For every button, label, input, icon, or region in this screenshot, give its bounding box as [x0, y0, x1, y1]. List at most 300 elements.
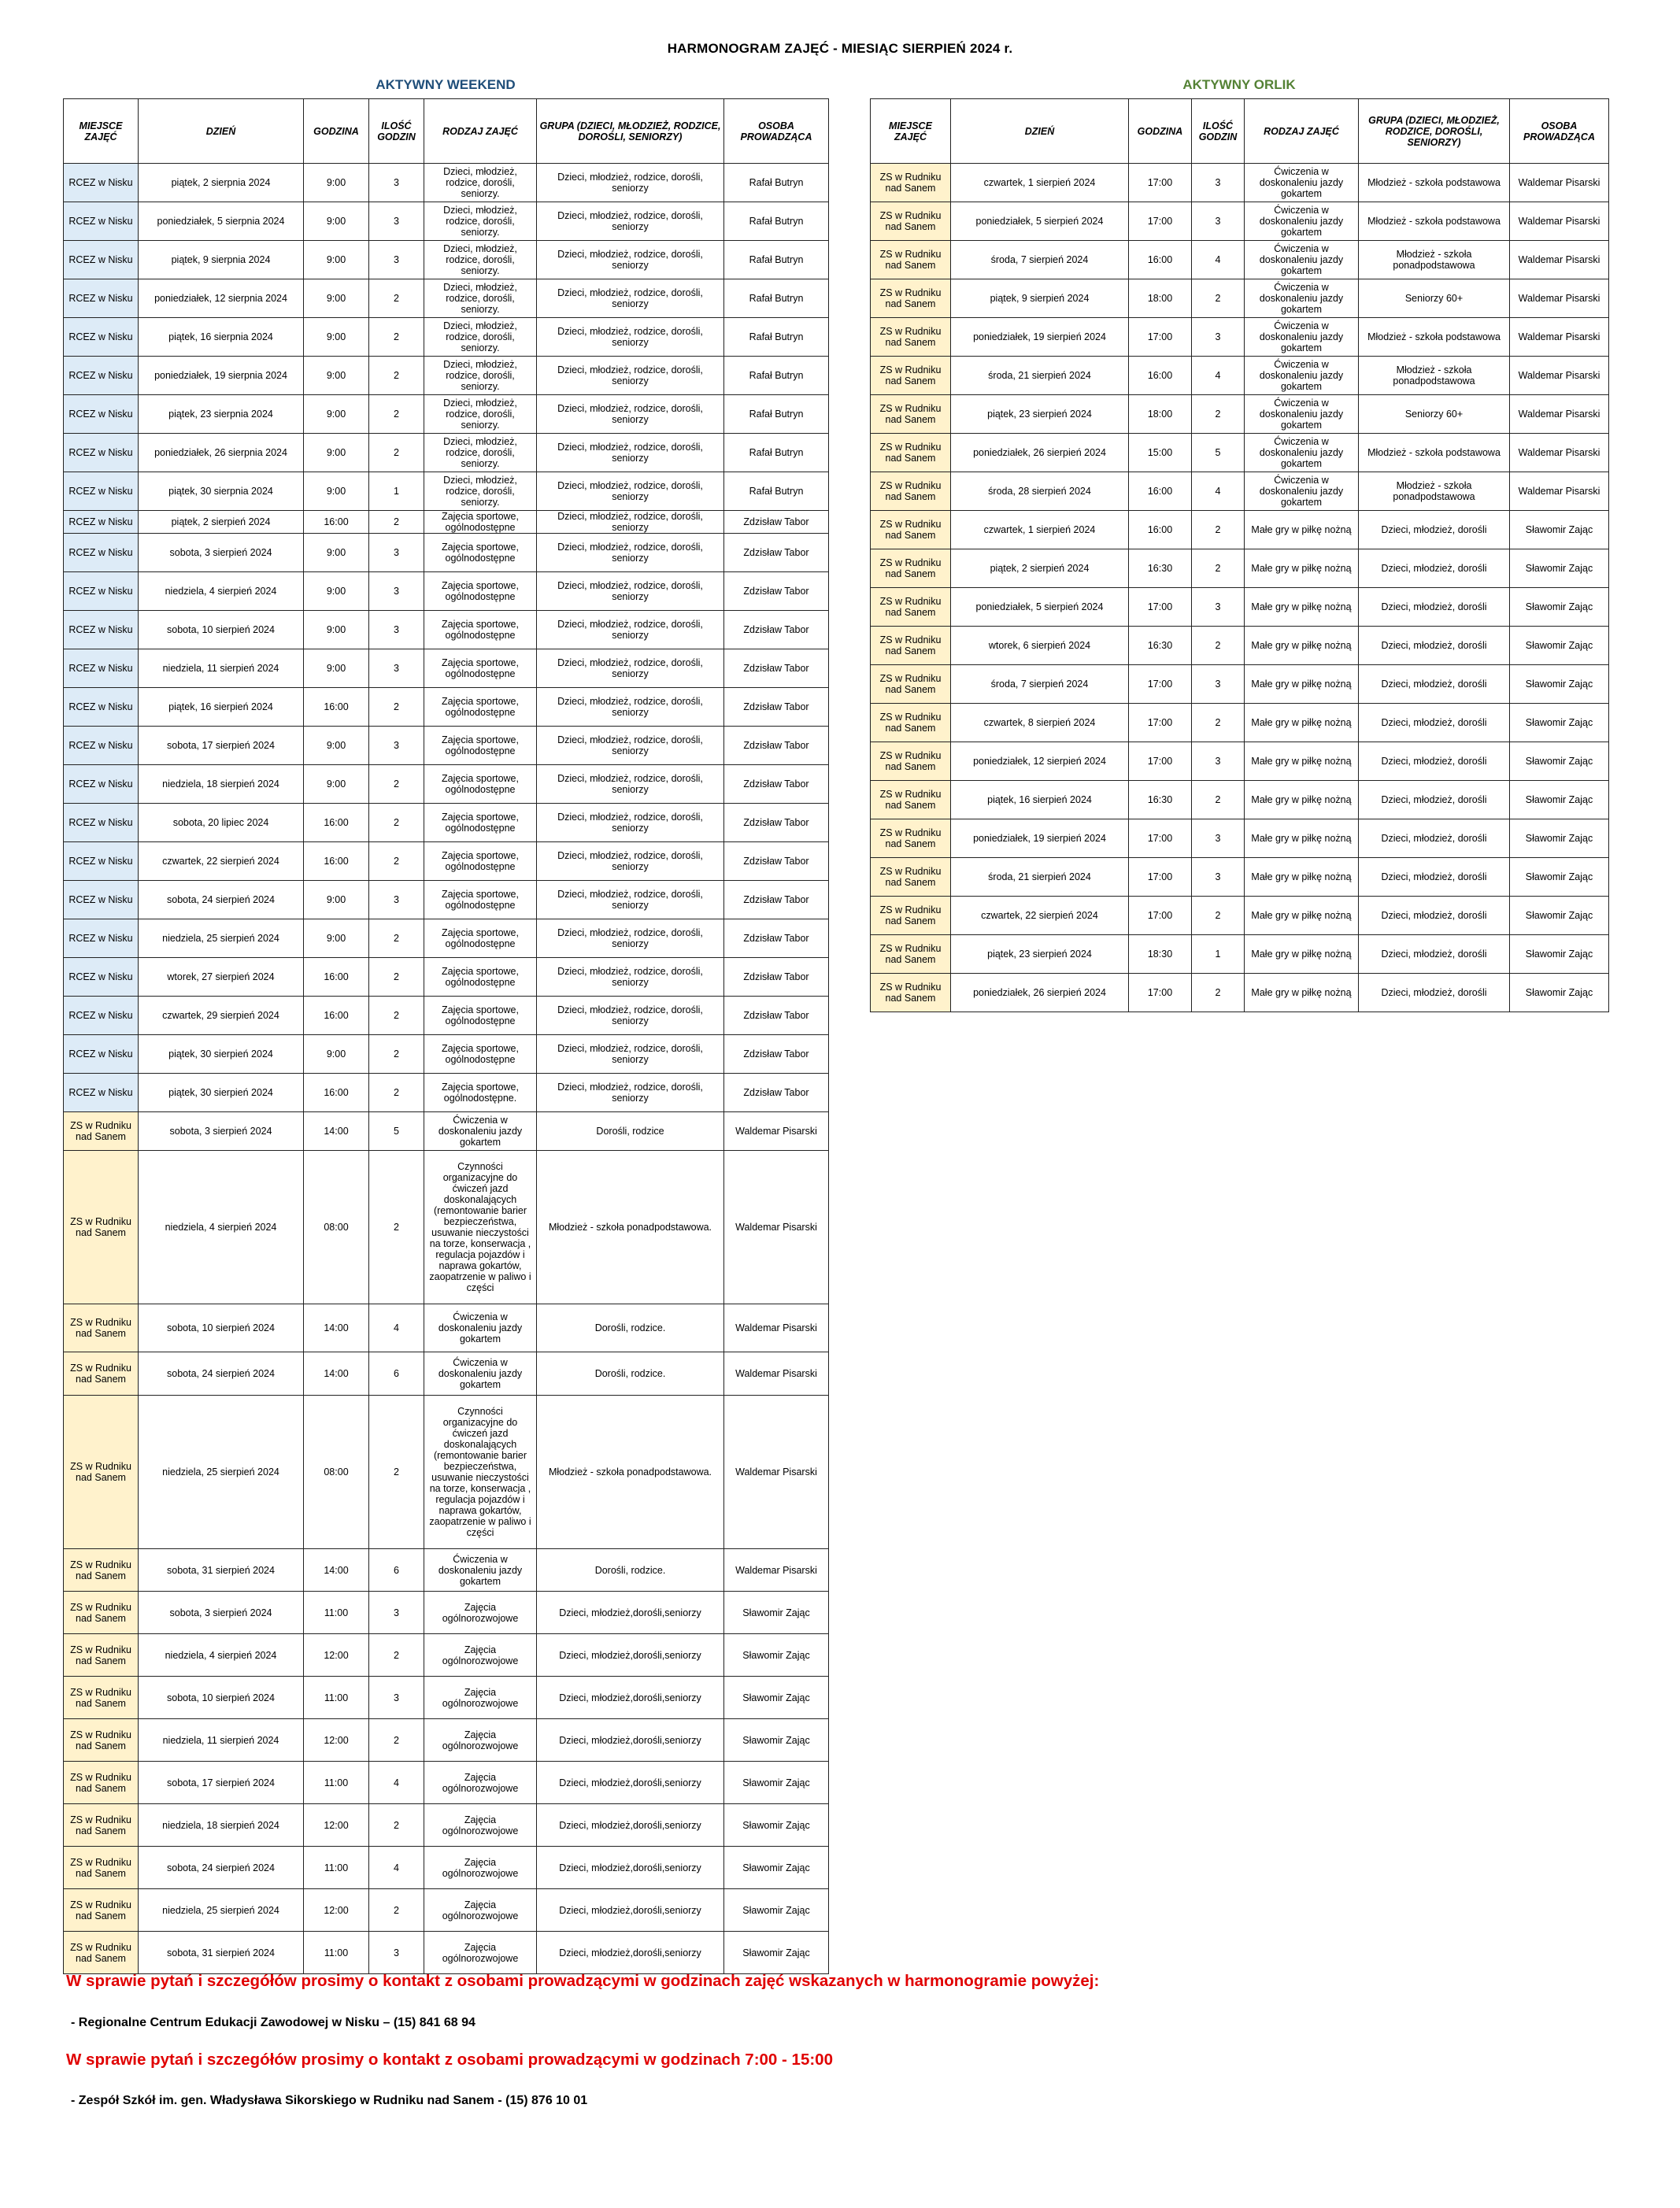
cell-instructor: Zdzisław Tabor — [724, 842, 829, 881]
cell-instructor: Zdzisław Tabor — [724, 958, 829, 997]
cell-day: sobota, 10 sierpień 2024 — [139, 1304, 304, 1352]
schedule-table-orlik — [870, 98, 1609, 1012]
cell-hours: 2 — [1192, 395, 1245, 434]
cell-hours: 2 — [1192, 511, 1245, 549]
cell-day: piątek, 2 sierpień 2024 — [951, 549, 1129, 588]
cell-time: 17:00 — [1129, 318, 1192, 357]
cell-location: ZS w Rudniku nad Sanem — [871, 241, 951, 279]
cell-instructor: Zdzisław Tabor — [724, 1074, 829, 1112]
cell-time: 14:00 — [304, 1112, 369, 1151]
cell-hours: 5 — [369, 1112, 424, 1151]
cell-time: 9:00 — [304, 279, 369, 318]
cell-time: 16:00 — [304, 997, 369, 1035]
cell-day: czwartek, 1 sierpień 2024 — [951, 511, 1129, 549]
cell-activity: Zajęcia sportowe, ogólnodostępne — [424, 804, 537, 842]
cell-time: 16:00 — [304, 804, 369, 842]
cell-instructor: Zdzisław Tabor — [724, 649, 829, 688]
table-row — [64, 164, 829, 202]
cell-group: Dzieci, młodzież, rodzice, dorośli, seniorzy — [537, 611, 724, 649]
cell-day: sobota, 3 sierpień 2024 — [139, 1112, 304, 1151]
cell-location: ZS w Rudniku nad Sanem — [871, 819, 951, 858]
cell-activity: Dzieci, młodzież, rodzice, dorośli, seniorzy. — [424, 164, 537, 202]
cell-time: 16:00 — [1129, 472, 1192, 511]
cell-group: Dorośli, rodzice. — [537, 1549, 724, 1592]
cell-group: Dzieci, młodzież, rodzice, dorośli, seniorzy — [537, 919, 724, 958]
cell-hours: 2 — [369, 1634, 424, 1677]
cell-activity: Małe gry w piłkę nożną — [1245, 858, 1359, 897]
cell-time: 9:00 — [304, 241, 369, 279]
cell-group: Dorośli, rodzice. — [537, 1352, 724, 1396]
table-row — [64, 919, 829, 958]
table-row — [871, 511, 1609, 549]
cell-time: 11:00 — [304, 1932, 369, 1974]
cell-group: Dzieci, młodzież,dorośli,seniorzy — [537, 1719, 724, 1762]
cell-day: poniedziałek, 5 sierpień 2024 — [951, 202, 1129, 241]
cell-location: RCEZ w Nisku — [64, 688, 139, 727]
cell-time: 9:00 — [304, 202, 369, 241]
cell-hours: 1 — [369, 472, 424, 511]
cell-group: Dzieci, młodzież, rodzice, dorośli, seniorzy — [537, 511, 724, 534]
table-row — [64, 1396, 829, 1549]
cell-time: 12:00 — [304, 1719, 369, 1762]
cell-day: piątek, 30 sierpień 2024 — [139, 1074, 304, 1112]
cell-group: Młodzież - szkoła ponadpodstawowa — [1359, 241, 1510, 279]
cell-instructor: Waldemar Pisarski — [1510, 241, 1609, 279]
cell-time: 17:00 — [1129, 974, 1192, 1012]
cell-day: piątek, 16 sierpień 2024 — [139, 688, 304, 727]
cell-location: ZS w Rudniku nad Sanem — [871, 472, 951, 511]
cell-hours: 3 — [1192, 202, 1245, 241]
table-row — [871, 357, 1609, 395]
cell-activity: Ćwiczenia w doskonaleniu jazdy gokartem — [1245, 279, 1359, 318]
cell-location: ZS w Rudniku nad Sanem — [64, 1634, 139, 1677]
cell-location: RCEZ w Nisku — [64, 881, 139, 919]
cell-activity: Zajęcia sportowe, ogólnodostępne. — [424, 1074, 537, 1112]
table-row — [871, 588, 1609, 627]
cell-time: 16:00 — [304, 1074, 369, 1112]
cell-day: niedziela, 25 sierpień 2024 — [139, 919, 304, 958]
cell-group: Dzieci, młodzież, dorośli — [1359, 549, 1510, 588]
cell-activity: Dzieci, młodzież, rodzice, dorośli, seniorzy. — [424, 279, 537, 318]
column-header-group: GRUPA (DZIECI, MŁODZIEŻ, RODZICE, DOROŚLI, SENIORZY) — [537, 99, 724, 164]
cell-group: Dzieci, młodzież, rodzice, dorośli, seniorzy — [537, 202, 724, 241]
cell-day: piątek, 16 sierpień 2024 — [951, 781, 1129, 819]
cell-group: Dzieci, młodzież, dorośli — [1359, 935, 1510, 974]
cell-location: ZS w Rudniku nad Sanem — [871, 434, 951, 472]
column-header-activity: RODZAJ ZAJĘĆ — [1245, 99, 1359, 164]
cell-instructor: Waldemar Pisarski — [1510, 318, 1609, 357]
cell-instructor: Zdzisław Tabor — [724, 534, 829, 572]
cell-hours: 3 — [369, 572, 424, 611]
cell-time: 9:00 — [304, 357, 369, 395]
table-row — [64, 357, 829, 395]
cell-activity: Zajęcia sportowe, ogólnodostępne — [424, 997, 537, 1035]
table-row — [64, 1847, 829, 1889]
cell-day: niedziela, 18 sierpień 2024 — [139, 1804, 304, 1847]
cell-group: Młodzież - szkoła podstawowa — [1359, 318, 1510, 357]
cell-hours: 2 — [1192, 781, 1245, 819]
table-row — [871, 819, 1609, 858]
cell-day: poniedziałek, 12 sierpień 2024 — [951, 742, 1129, 781]
cell-time: 17:00 — [1129, 742, 1192, 781]
cell-group: Młodzież - szkoła ponadpodstawowa. — [537, 1151, 724, 1304]
cell-hours: 4 — [369, 1762, 424, 1804]
cell-activity: Zajęcia sportowe, ogólnodostępne — [424, 842, 537, 881]
cell-instructor: Zdzisław Tabor — [724, 688, 829, 727]
cell-activity: Dzieci, młodzież, rodzice, dorośli, seniorzy. — [424, 241, 537, 279]
cell-activity: Dzieci, młodzież, rodzice, dorośli, seniorzy. — [424, 357, 537, 395]
cell-group: Młodzież - szkoła ponadpodstawowa. — [537, 1396, 724, 1549]
cell-instructor: Waldemar Pisarski — [1510, 202, 1609, 241]
cell-location: RCEZ w Nisku — [64, 649, 139, 688]
cell-instructor: Sławomir Zając — [1510, 819, 1609, 858]
cell-day: piątek, 23 sierpień 2024 — [951, 395, 1129, 434]
cell-activity: Małe gry w piłkę nożną — [1245, 935, 1359, 974]
cell-time: 08:00 — [304, 1396, 369, 1549]
cell-activity: Ćwiczenia w doskonaleniu jazdy gokartem — [1245, 241, 1359, 279]
table-row — [871, 627, 1609, 665]
cell-time: 17:00 — [1129, 897, 1192, 935]
cell-location: RCEZ w Nisku — [64, 765, 139, 804]
cell-time: 16:00 — [304, 842, 369, 881]
cell-instructor: Zdzisław Tabor — [724, 572, 829, 611]
cell-time: 9:00 — [304, 727, 369, 765]
cell-location: RCEZ w Nisku — [64, 202, 139, 241]
table-row — [871, 279, 1609, 318]
column-header-day: DZIEŃ — [139, 99, 304, 164]
cell-group: Dzieci, młodzież,dorośli,seniorzy — [537, 1762, 724, 1804]
cell-group: Dzieci, młodzież, rodzice, dorośli, seniorzy — [537, 804, 724, 842]
table-row — [64, 881, 829, 919]
cell-location: RCEZ w Nisku — [64, 511, 139, 534]
cell-activity: Zajęcia sportowe, ogólnodostępne — [424, 727, 537, 765]
cell-group: Dzieci, młodzież, rodzice, dorośli, seniorzy — [537, 395, 724, 434]
cell-day: środa, 21 sierpień 2024 — [951, 357, 1129, 395]
cell-location: RCEZ w Nisku — [64, 1035, 139, 1074]
cell-time: 17:00 — [1129, 588, 1192, 627]
cell-activity: Czynności organizacyjne do ćwiczeń jazd doskonalających (remontowanie barier bezpieczeństwa, usuwanie nieczystości na torze, konserwacja , regulacja pojazdów i naprawa gokartów, zaopatrzenie w paliwo i części — [424, 1396, 537, 1549]
cell-hours: 3 — [369, 202, 424, 241]
table-row — [64, 1804, 829, 1847]
contact-note-1: W sprawie pytań i szczegółów prosimy o kontakt z osobami prowadzącymi w godzinach zajęć wskazanych w harmonogramie powyżej: — [66, 1972, 1100, 1990]
cell-group: Dzieci, młodzież, rodzice, dorośli, seniorzy — [537, 279, 724, 318]
table-row — [871, 202, 1609, 241]
cell-day: sobota, 3 sierpień 2024 — [139, 1592, 304, 1634]
cell-activity: Małe gry w piłkę nożną — [1245, 665, 1359, 704]
cell-group: Dzieci, młodzież, dorośli — [1359, 704, 1510, 742]
cell-activity: Małe gry w piłkę nożną — [1245, 781, 1359, 819]
cell-location: ZS w Rudniku nad Sanem — [64, 1847, 139, 1889]
cell-instructor: Sławomir Zając — [724, 1932, 829, 1974]
table-row — [871, 665, 1609, 704]
table-row — [64, 1592, 829, 1634]
cell-hours: 4 — [369, 1847, 424, 1889]
cell-activity: Zajęcia sportowe, ogólnodostępne — [424, 1035, 537, 1074]
cell-activity: Dzieci, młodzież, rodzice, dorośli, seniorzy. — [424, 472, 537, 511]
table-row — [64, 1677, 829, 1719]
cell-instructor: Sławomir Zając — [1510, 781, 1609, 819]
cell-location: ZS w Rudniku nad Sanem — [871, 781, 951, 819]
cell-day: piątek, 23 sierpnia 2024 — [139, 395, 304, 434]
contact-rcez: - Regionalne Centrum Edukacji Zawodowej w Nisku – (15) 841 68 94 — [71, 2016, 476, 2029]
cell-time: 9:00 — [304, 572, 369, 611]
table-row — [871, 742, 1609, 781]
cell-hours: 3 — [1192, 318, 1245, 357]
cell-hours: 3 — [369, 164, 424, 202]
cell-hours: 3 — [369, 241, 424, 279]
cell-day: sobota, 24 sierpień 2024 — [139, 1847, 304, 1889]
cell-instructor: Sławomir Zając — [1510, 897, 1609, 935]
cell-time: 18:00 — [1129, 279, 1192, 318]
cell-instructor: Sławomir Zając — [1510, 627, 1609, 665]
cell-hours: 2 — [369, 279, 424, 318]
table-row — [64, 1932, 829, 1974]
cell-time: 16:00 — [1129, 357, 1192, 395]
cell-activity: Małe gry w piłkę nożną — [1245, 897, 1359, 935]
cell-day: czwartek, 1 sierpień 2024 — [951, 164, 1129, 202]
cell-location: RCEZ w Nisku — [64, 842, 139, 881]
cell-group: Dzieci, młodzież,dorośli,seniorzy — [537, 1847, 724, 1889]
column-header-instructor: OSOBA PROWADZĄCA — [1510, 99, 1609, 164]
cell-location: ZS w Rudniku nad Sanem — [871, 897, 951, 935]
cell-time: 16:30 — [1129, 627, 1192, 665]
cell-location: RCEZ w Nisku — [64, 434, 139, 472]
cell-time: 9:00 — [304, 919, 369, 958]
cell-time: 16:00 — [1129, 241, 1192, 279]
cell-day: sobota, 24 sierpień 2024 — [139, 1352, 304, 1396]
cell-instructor: Rafał Butryn — [724, 434, 829, 472]
cell-group: Seniorzy 60+ — [1359, 279, 1510, 318]
cell-hours: 3 — [369, 611, 424, 649]
cell-time: 14:00 — [304, 1549, 369, 1592]
cell-day: środa, 7 sierpień 2024 — [951, 241, 1129, 279]
cell-hours: 3 — [1192, 858, 1245, 897]
cell-activity: Małe gry w piłkę nożną — [1245, 549, 1359, 588]
cell-time: 9:00 — [304, 765, 369, 804]
cell-instructor: Waldemar Pisarski — [724, 1352, 829, 1396]
cell-group: Dzieci, młodzież, dorośli — [1359, 665, 1510, 704]
table-row — [871, 935, 1609, 974]
cell-hours: 2 — [369, 1074, 424, 1112]
column-header-activity: RODZAJ ZAJĘĆ — [424, 99, 537, 164]
cell-hours: 2 — [369, 511, 424, 534]
cell-hours: 2 — [369, 1889, 424, 1932]
cell-group: Młodzież - szkoła ponadpodstawowa — [1359, 472, 1510, 511]
table-row — [871, 897, 1609, 935]
cell-hours: 2 — [369, 842, 424, 881]
cell-time: 16:30 — [1129, 781, 1192, 819]
cell-group: Młodzież - szkoła podstawowa — [1359, 164, 1510, 202]
cell-hours: 2 — [1192, 549, 1245, 588]
cell-time: 16:00 — [304, 511, 369, 534]
table-row — [64, 1035, 829, 1074]
cell-day: piątek, 9 sierpnia 2024 — [139, 241, 304, 279]
cell-activity: Zajęcia sportowe, ogólnodostępne — [424, 919, 537, 958]
cell-day: czwartek, 8 sierpień 2024 — [951, 704, 1129, 742]
cell-instructor: Rafał Butryn — [724, 395, 829, 434]
cell-location: RCEZ w Nisku — [64, 395, 139, 434]
cell-activity: Zajęcia sportowe, ogólnodostępne — [424, 688, 537, 727]
cell-activity: Zajęcia ogólnorozwojowe — [424, 1847, 537, 1889]
cell-instructor: Rafał Butryn — [724, 279, 829, 318]
cell-instructor: Waldemar Pisarski — [724, 1396, 829, 1549]
cell-group: Dzieci, młodzież, dorośli — [1359, 819, 1510, 858]
cell-hours: 3 — [369, 1592, 424, 1634]
cell-location: ZS w Rudniku nad Sanem — [64, 1719, 139, 1762]
cell-instructor: Waldemar Pisarski — [1510, 395, 1609, 434]
cell-day: czwartek, 29 sierpień 2024 — [139, 997, 304, 1035]
cell-hours: 2 — [369, 434, 424, 472]
cell-day: poniedziałek, 5 sierpnia 2024 — [139, 202, 304, 241]
cell-day: piątek, 30 sierpnia 2024 — [139, 472, 304, 511]
cell-instructor: Sławomir Zając — [724, 1592, 829, 1634]
cell-location: ZS w Rudniku nad Sanem — [871, 318, 951, 357]
cell-group: Dzieci, młodzież,dorośli,seniorzy — [537, 1804, 724, 1847]
cell-group: Dzieci, młodzież, rodzice, dorośli, seniorzy — [537, 1074, 724, 1112]
cell-hours: 3 — [1192, 742, 1245, 781]
cell-hours: 2 — [369, 958, 424, 997]
cell-activity: Zajęcia sportowe, ogólnodostępne — [424, 765, 537, 804]
cell-day: wtorek, 6 sierpień 2024 — [951, 627, 1129, 665]
table-row — [64, 997, 829, 1035]
cell-activity: Ćwiczenia w doskonaleniu jazdy gokartem — [1245, 164, 1359, 202]
cell-activity: Zajęcia ogólnorozwojowe — [424, 1762, 537, 1804]
cell-hours: 2 — [369, 1804, 424, 1847]
table-row — [871, 472, 1609, 511]
table-row — [64, 842, 829, 881]
table-row — [64, 1304, 829, 1352]
cell-hours: 5 — [1192, 434, 1245, 472]
cell-location: ZS w Rudniku nad Sanem — [64, 1304, 139, 1352]
cell-time: 17:00 — [1129, 202, 1192, 241]
table-row — [64, 572, 829, 611]
cell-day: poniedziałek, 12 sierpnia 2024 — [139, 279, 304, 318]
table-row — [871, 164, 1609, 202]
cell-location: RCEZ w Nisku — [64, 611, 139, 649]
cell-hours: 2 — [369, 1151, 424, 1304]
cell-instructor: Zdzisław Tabor — [724, 611, 829, 649]
cell-day: sobota, 24 sierpień 2024 — [139, 881, 304, 919]
cell-group: Dzieci, młodzież, rodzice, dorośli, seniorzy — [537, 318, 724, 357]
cell-group: Dzieci, młodzież, rodzice, dorośli, seniorzy — [537, 472, 724, 511]
cell-hours: 4 — [1192, 472, 1245, 511]
column-header-instructor: OSOBA PROWADZĄCA — [724, 99, 829, 164]
schedule-table-weekend — [63, 98, 829, 1974]
cell-activity: Zajęcia sportowe, ogólnodostępne — [424, 511, 537, 534]
cell-activity: Ćwiczenia w doskonaleniu jazdy gokartem — [424, 1304, 537, 1352]
cell-activity: Zajęcia ogólnorozwojowe — [424, 1889, 537, 1932]
cell-instructor: Sławomir Zając — [1510, 974, 1609, 1012]
cell-instructor: Rafał Butryn — [724, 472, 829, 511]
cell-activity: Małe gry w piłkę nożną — [1245, 511, 1359, 549]
cell-activity: Ćwiczenia w doskonaleniu jazdy gokartem — [1245, 318, 1359, 357]
table-row — [64, 1889, 829, 1932]
cell-location: ZS w Rudniku nad Sanem — [64, 1396, 139, 1549]
cell-activity: Zajęcia ogólnorozwojowe — [424, 1634, 537, 1677]
cell-activity: Czynności organizacyjne do ćwiczeń jazd doskonalających (remontowanie barier bezpieczeństwa, usuwanie nieczystości na torze, konserwacja , regulacja pojazdów i naprawa gokartów, zaopatrzenie w paliwo i części — [424, 1151, 537, 1304]
cell-instructor: Waldemar Pisarski — [724, 1304, 829, 1352]
cell-location: ZS w Rudniku nad Sanem — [871, 202, 951, 241]
cell-day: sobota, 17 sierpień 2024 — [139, 1762, 304, 1804]
cell-instructor: Sławomir Zając — [724, 1889, 829, 1932]
column-header-time: GODZINA — [1129, 99, 1192, 164]
cell-location: RCEZ w Nisku — [64, 727, 139, 765]
table-row — [64, 241, 829, 279]
cell-group: Dzieci, młodzież,dorośli,seniorzy — [537, 1592, 724, 1634]
table-row — [64, 1352, 829, 1396]
cell-instructor: Waldemar Pisarski — [724, 1112, 829, 1151]
cell-time: 17:00 — [1129, 819, 1192, 858]
cell-group: Dzieci, młodzież, dorośli — [1359, 511, 1510, 549]
cell-hours: 3 — [369, 534, 424, 572]
cell-activity: Małe gry w piłkę nożną — [1245, 742, 1359, 781]
cell-location: RCEZ w Nisku — [64, 958, 139, 997]
cell-time: 17:00 — [1129, 164, 1192, 202]
cell-location: RCEZ w Nisku — [64, 572, 139, 611]
cell-day: poniedziałek, 26 sierpień 2024 — [951, 434, 1129, 472]
cell-hours: 2 — [369, 1035, 424, 1074]
cell-day: wtorek, 27 sierpień 2024 — [139, 958, 304, 997]
cell-time: 9:00 — [304, 434, 369, 472]
cell-group: Dorośli, rodzice. — [537, 1304, 724, 1352]
cell-group: Dzieci, młodzież, rodzice, dorośli, seniorzy — [537, 765, 724, 804]
cell-instructor: Rafał Butryn — [724, 318, 829, 357]
cell-group: Dzieci, młodzież, rodzice, dorośli, seniorzy — [537, 434, 724, 472]
cell-instructor: Sławomir Zając — [1510, 935, 1609, 974]
cell-time: 14:00 — [304, 1304, 369, 1352]
cell-time: 16:00 — [1129, 511, 1192, 549]
cell-group: Dorośli, rodzice — [537, 1112, 724, 1151]
cell-location: RCEZ w Nisku — [64, 357, 139, 395]
cell-group: Dzieci, młodzież, rodzice, dorośli, seniorzy — [537, 958, 724, 997]
cell-time: 16:00 — [304, 958, 369, 997]
cell-day: poniedziałek, 5 sierpień 2024 — [951, 588, 1129, 627]
table-row — [64, 318, 829, 357]
cell-time: 11:00 — [304, 1677, 369, 1719]
table-row — [64, 727, 829, 765]
cell-day: poniedziałek, 26 sierpień 2024 — [951, 974, 1129, 1012]
cell-location: ZS w Rudniku nad Sanem — [871, 665, 951, 704]
cell-instructor: Zdzisław Tabor — [724, 881, 829, 919]
cell-activity: Zajęcia sportowe, ogólnodostępne — [424, 534, 537, 572]
cell-instructor: Sławomir Zając — [1510, 742, 1609, 781]
cell-instructor: Sławomir Zając — [1510, 665, 1609, 704]
cell-hours: 2 — [369, 318, 424, 357]
cell-group: Dzieci, młodzież,dorośli,seniorzy — [537, 1932, 724, 1974]
cell-location: ZS w Rudniku nad Sanem — [871, 588, 951, 627]
cell-day: sobota, 10 sierpień 2024 — [139, 611, 304, 649]
cell-time: 18:00 — [1129, 395, 1192, 434]
cell-group: Młodzież - szkoła podstawowa — [1359, 202, 1510, 241]
cell-time: 15:00 — [1129, 434, 1192, 472]
cell-activity: Dzieci, młodzież, rodzice, dorośli, seniorzy. — [424, 202, 537, 241]
cell-location: ZS w Rudniku nad Sanem — [64, 1762, 139, 1804]
cell-location: RCEZ w Nisku — [64, 919, 139, 958]
cell-day: piątek, 9 sierpień 2024 — [951, 279, 1129, 318]
cell-day: piątek, 2 sierpnia 2024 — [139, 164, 304, 202]
cell-activity: Ćwiczenia w doskonaleniu jazdy gokartem — [1245, 202, 1359, 241]
cell-time: 9:00 — [304, 534, 369, 572]
contact-zs: - Zespół Szkół im. gen. Władysława Sikorskiego w Rudniku nad Sanem - (15) 876 10 01 — [71, 2094, 588, 2107]
cell-hours: 3 — [369, 727, 424, 765]
table-row — [64, 511, 829, 534]
table-row — [64, 202, 829, 241]
cell-activity: Zajęcia sportowe, ogólnodostępne — [424, 572, 537, 611]
table-row — [64, 1719, 829, 1762]
cell-day: czwartek, 22 sierpień 2024 — [951, 897, 1129, 935]
cell-location: ZS w Rudniku nad Sanem — [871, 704, 951, 742]
table-row — [871, 318, 1609, 357]
